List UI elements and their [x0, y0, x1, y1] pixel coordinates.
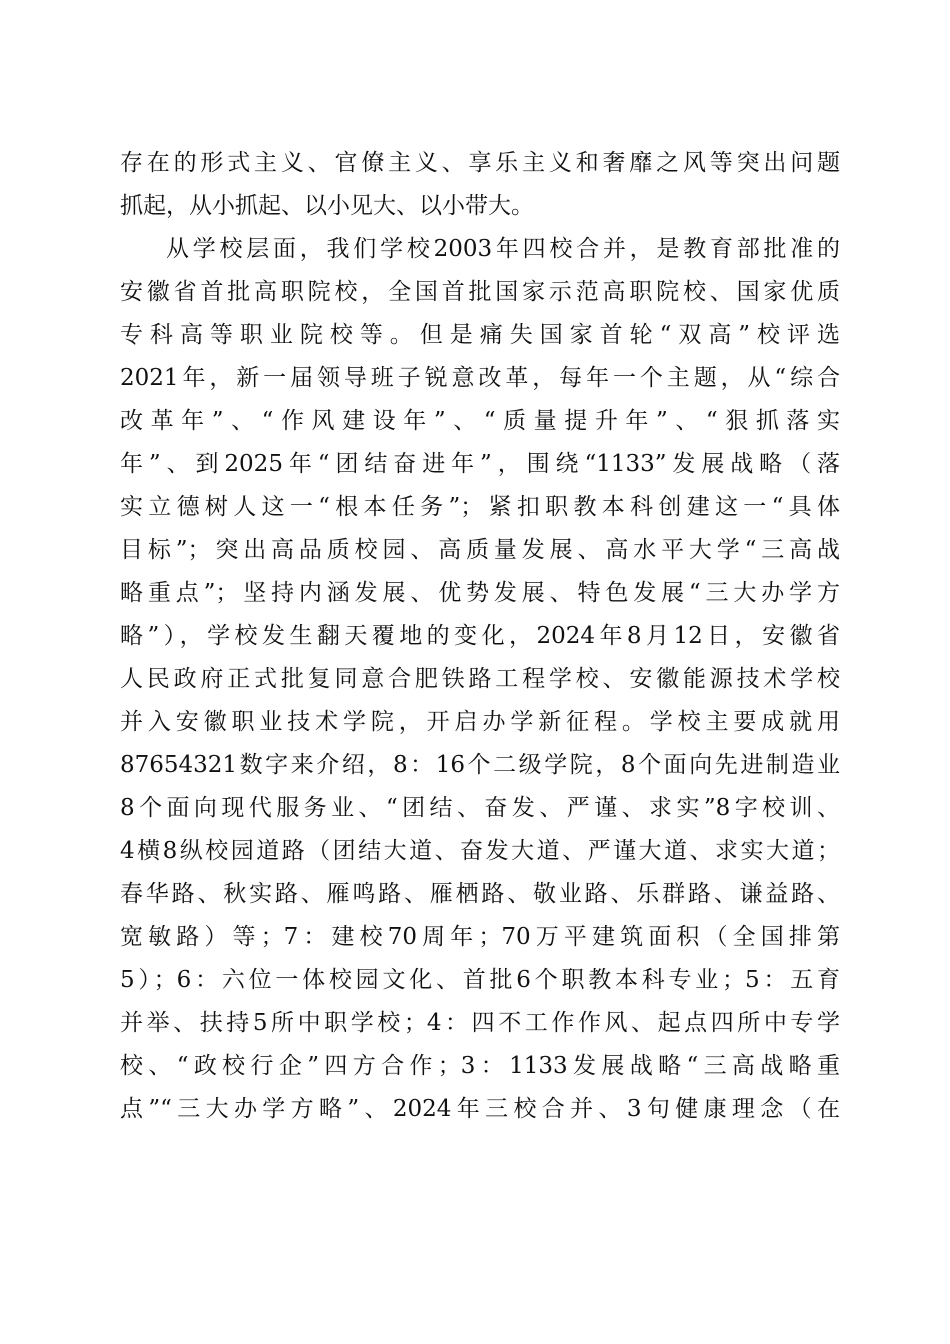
text-line: 年”、到2025年“团结奋进年”，围绕“1133”发展战略（落: [120, 451, 840, 477]
text-line: 4横8纵校园道路（团结大道、奋发大道、严谨大道、求实大道；: [120, 838, 840, 864]
text-line: 安徽省首批高职院校，全国首批国家示范高职院校、国家优质: [120, 279, 840, 305]
text-line: 目标”；突出高品质校园、高质量发展、高水平大学“三高战: [120, 537, 840, 563]
text-line: 宽敏路）等；7：建校70周年；70万平建筑面积（全国排第: [120, 924, 840, 950]
text-line: 抓起，从小抓起、以小见大、以小带大。: [120, 193, 534, 219]
text-line: 并入安徽职业技术学院，开启办学新征程。学校主要成就用: [120, 709, 840, 735]
text-line: 略重点”；坚持内涵发展、优势发展、特色发展“三大办学方: [120, 580, 840, 606]
text-line: 专科高等职业院校等。但是痛失国家首轮“双高”校评选: [120, 322, 840, 348]
text-line: 春华路、秋实路、雁鸣路、雁栖路、敬业路、乐群路、谦益路、: [120, 881, 840, 907]
text-line: 2021年，新一届领导班子锐意改革，每年一个主题，从“综合: [120, 365, 840, 391]
text-line: 人民政府正式批复同意合肥铁路工程学校、安徽能源技术学校: [120, 666, 840, 692]
text-line: 8个面向现代服务业、“团结、奋发、严谨、求实”8字校训、: [120, 795, 840, 821]
text-line: 5）；6：六位一体校园文化、首批6个职教本科专业；5：五育: [120, 967, 840, 993]
text-line: 略”），学校发生翻天覆地的变化，2024年8月12日，安徽省: [120, 623, 840, 649]
text-line: 存在的形式主义、官僚主义、享乐主义和奢靡之风等突出问题: [120, 150, 840, 176]
text-line: 实立德树人这一“根本任务”；紧扣职教本科创建这一“具体: [120, 494, 840, 520]
text-line: 87654321数字来介绍，8：16个二级学院，8个面向先进制造业: [120, 752, 840, 778]
text-line: 从学校层面，我们学校2003年四校合并，是教育部批准的: [166, 236, 840, 262]
text-line: 并举、扶持5所中职学校；4：四不工作作风、起点四所中专学: [120, 1010, 840, 1036]
text-line: 校、“政校行企”四方合作；3：1133发展战略“三高战略重: [120, 1053, 840, 1079]
body-text: [120, 142, 840, 1131]
text-line: 改革年”、“作风建设年”、“质量提升年”、“狠抓落实: [120, 408, 840, 434]
text-line: 点”“三大办学方略”、2024年三校合并、3句健康理念（在: [120, 1096, 840, 1122]
